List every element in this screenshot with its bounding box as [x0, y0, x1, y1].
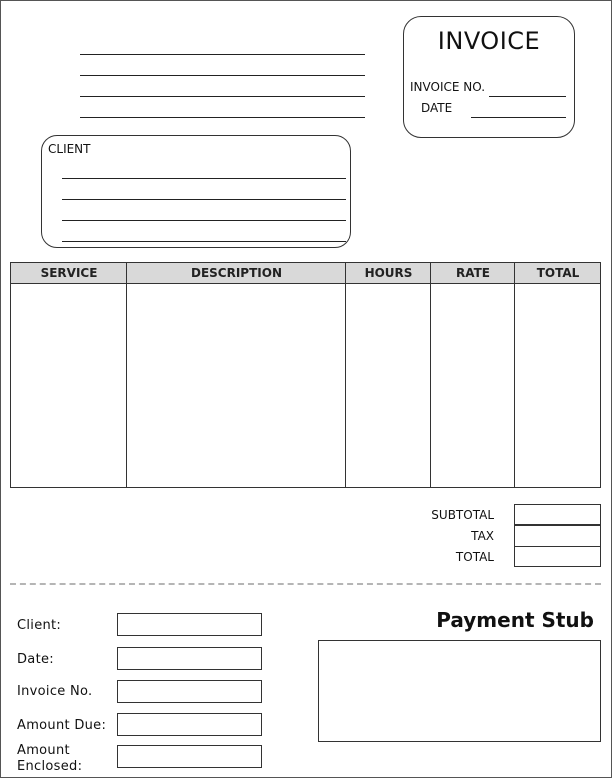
client-line-4[interactable] [62, 241, 346, 242]
subtotal-field[interactable] [514, 504, 601, 525]
col-service: SERVICE [40, 266, 98, 280]
sender-line-3[interactable] [80, 96, 365, 97]
stub-date-field[interactable] [117, 647, 262, 670]
stub-date-label: Date: [17, 652, 54, 667]
tax-label: TAX [471, 529, 494, 543]
col-rate: RATE [456, 266, 490, 280]
stub-amount-due-label: Amount Due: [17, 718, 107, 733]
subtotal-label: SUBTOTAL [431, 508, 494, 522]
description-cell[interactable] [127, 284, 345, 487]
hours-cell[interactable] [346, 284, 430, 487]
cut-line-divider [10, 583, 601, 585]
stub-client-field[interactable] [117, 613, 262, 636]
stub-amount-due-field[interactable] [117, 713, 262, 736]
stub-client-label: Client: [17, 618, 62, 633]
total-label: TOTAL [455, 550, 494, 564]
client-box [41, 135, 351, 248]
tax-field[interactable] [514, 525, 601, 547]
rate-cell[interactable] [431, 284, 514, 487]
client-line-3[interactable] [62, 220, 346, 221]
service-cell[interactable] [11, 284, 126, 487]
invoice-no-field[interactable] [489, 96, 566, 97]
total-field[interactable] [514, 546, 601, 567]
sender-line-1[interactable] [80, 54, 365, 55]
sender-line-4[interactable] [80, 117, 365, 118]
invoice-no-label: INVOICE NO. [410, 80, 486, 94]
invoice-title: INVOICE [437, 27, 541, 55]
total-cell[interactable] [515, 284, 600, 487]
sender-line-2[interactable] [80, 75, 365, 76]
col-hours: HOURS [364, 266, 413, 280]
line-items-table [10, 262, 601, 488]
col-description: DESCRIPTION [190, 266, 282, 280]
client-label: CLIENT [48, 142, 91, 156]
table-header [11, 263, 600, 284]
stub-amount-enclosed-label-line2: Enclosed: [17, 759, 83, 774]
date-field[interactable] [471, 117, 566, 118]
stub-invoice-no-field[interactable] [117, 680, 262, 703]
payment-stub-title: Payment Stub [436, 608, 594, 632]
date-label: DATE [421, 101, 453, 115]
payment-stub-address-box[interactable] [318, 640, 601, 742]
invoice-header-box [403, 16, 575, 138]
stub-invoice-no-label: Invoice No. [17, 684, 93, 699]
client-line-1[interactable] [62, 178, 346, 179]
col-total: TOTAL [536, 266, 580, 280]
stub-amount-enclosed-label-line1: Amount [17, 743, 70, 758]
stub-amount-enclosed-field[interactable] [117, 745, 262, 768]
client-line-2[interactable] [62, 199, 346, 200]
